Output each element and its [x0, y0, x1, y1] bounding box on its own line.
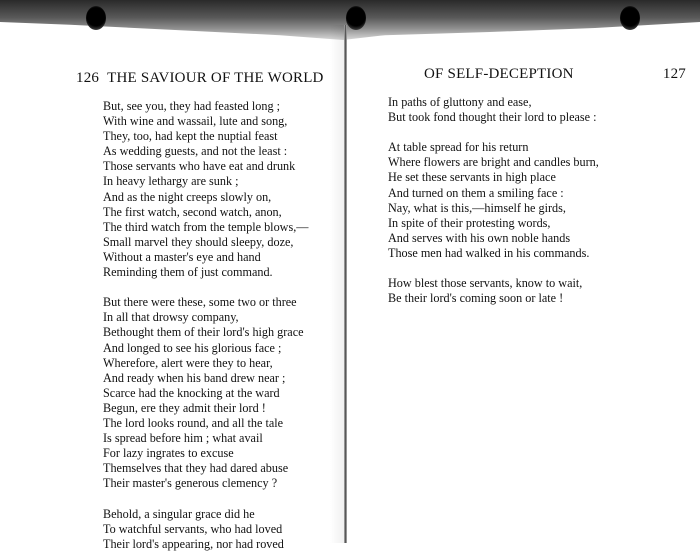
- poem-line: As wedding guests, and not the least :: [103, 144, 288, 159]
- punch-hole-right: [620, 6, 640, 30]
- right-running-head: [386, 66, 686, 83]
- poem-line: Wherefore, alert were they to hear,: [103, 355, 273, 370]
- poem-line: Scarce had the knocking at the ward: [103, 385, 280, 400]
- poem-line: Themselves that they had dared abuse: [103, 461, 289, 476]
- left-running-title: THE SAVIOUR OF THE WORLD: [107, 70, 324, 86]
- punch-hole-left: [86, 6, 106, 30]
- right-poem: [386, 95, 686, 306]
- left-page: [76, 70, 338, 552]
- poem-line: Behold, a singular grace did he: [103, 506, 255, 521]
- poem-line: They, too, had kept the nuptial feast: [103, 129, 278, 144]
- poem-line: Their lord's appearing, nor had roved: [103, 536, 284, 551]
- stanza: [388, 276, 686, 306]
- poem-line: Those men had walked in his commands.: [388, 245, 590, 260]
- poem-line: In paths of gluttony and ease,: [388, 95, 532, 109]
- poem-line: Bethought them of their lord's high grace: [103, 325, 304, 340]
- poem-line: The third watch from the temple blows,—: [103, 219, 309, 234]
- poem-line: At table spread for his return: [388, 140, 529, 155]
- stanza: [103, 507, 338, 552]
- poem-line: Begun, ere they admit their lord !: [103, 400, 266, 415]
- poem-line: With wine and wassail, lute and song,: [103, 114, 288, 129]
- right-running-title: OF SELF-DECEPTION: [424, 66, 574, 82]
- stanza: [103, 99, 338, 280]
- poem-line: And as the night creeps slowly on,: [103, 189, 272, 204]
- poem-line: The first watch, second watch, anon,: [103, 204, 282, 219]
- left-poem: [76, 99, 338, 552]
- punch-hole-middle: [346, 6, 366, 30]
- poem-line: But there were these, some two or three: [103, 295, 297, 310]
- poem-line: In heavy lethargy are sunk ;: [103, 174, 239, 189]
- poem-line: Without a master's eye and hand: [103, 249, 261, 264]
- poem-line: He set these servants in high place: [388, 170, 556, 185]
- poem-line: Those servants who have eat and drunk: [103, 159, 296, 174]
- poem-line: In spite of their protesting words,: [388, 215, 551, 230]
- right-page-number: 127: [662, 66, 686, 82]
- poem-line: Their master's generous clemency ?: [103, 476, 278, 491]
- poem-line: In all that drowsy company,: [103, 310, 239, 325]
- poem-line: Small marvel they should sleepy, doze,: [103, 234, 294, 249]
- poem-line: Nay, what is this,—himself he girds,: [388, 200, 566, 215]
- poem-line: And longed to see his glorious face ;: [103, 340, 282, 355]
- left-running-head: [76, 70, 338, 87]
- poem-line: Where flowers are bright and candles burn,: [388, 155, 599, 170]
- poem-line: How blest those servants, know to wait,: [388, 276, 583, 291]
- poem-line: Reminding them of just command.: [103, 265, 273, 280]
- poem-line: And ready when his band drew near ;: [103, 370, 286, 385]
- poem-line: The lord looks round, and all the tale: [103, 415, 284, 430]
- poem-line: Be their lord's coming soon or late !: [388, 291, 564, 306]
- poem-line: And serves with his own noble hands: [388, 230, 571, 245]
- poem-line: But, see you, they had feasted long ;: [103, 99, 281, 113]
- left-page-number: 126: [76, 70, 100, 86]
- book-spine: [344, 25, 347, 543]
- stanza: [103, 295, 338, 491]
- stanza: [388, 95, 686, 125]
- right-page: [386, 66, 686, 306]
- poem-line: Is spread before him ; what avail: [103, 431, 263, 446]
- poem-line: But took fond thought their lord to please :: [388, 110, 597, 125]
- poem-line: To watchful servants, who had loved: [103, 521, 283, 536]
- poem-line: For lazy ingrates to excuse: [103, 446, 234, 461]
- stanza: [388, 140, 686, 261]
- poem-line: And turned on them a smiling face :: [388, 185, 564, 200]
